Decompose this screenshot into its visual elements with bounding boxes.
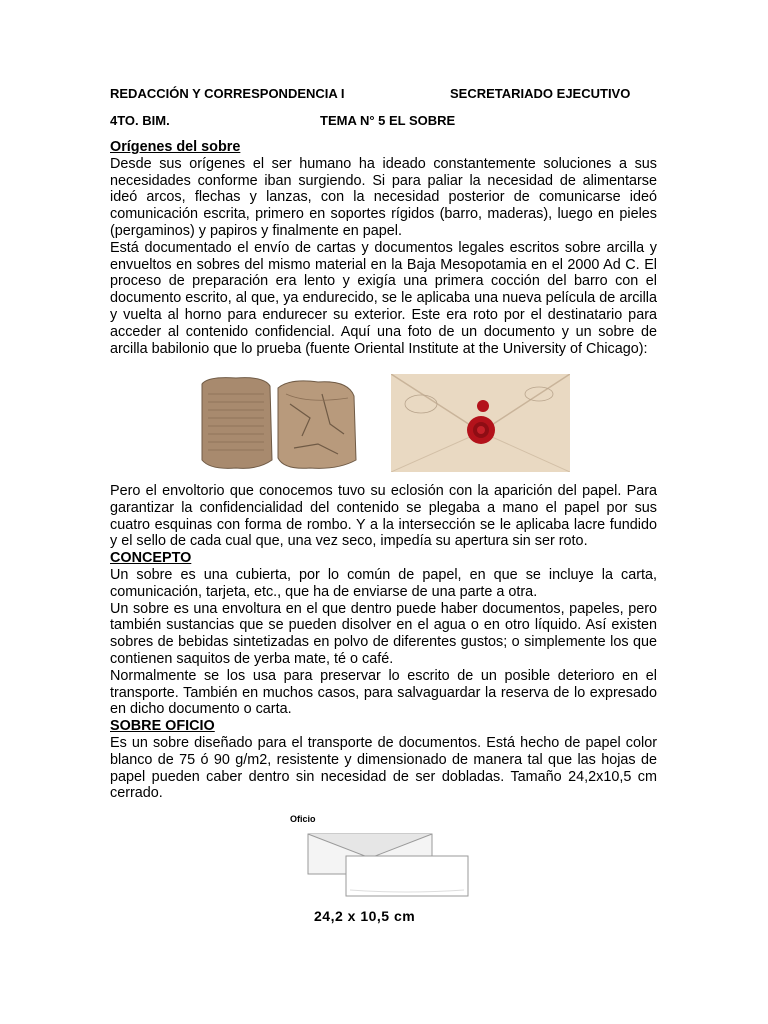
origins-block (110, 139, 657, 357)
program-title: SECRETARIADO EJECUTIVO (450, 86, 631, 101)
paragraph: Desde sus orígenes el ser humano ha ideado constantemente soluciones a sus necesidades conforme iban surgiendo. Si para paliar la necesidad de alimentarse ideó arcos, flechas y lanzas, con la necesidad posterior de comunicarse ideó comunicación escrita, primero en soportes rígidos (barro, maderas), luego en pieles (pergaminos) y papiros y finalmente en papel. (110, 155, 657, 239)
topic-label: TEMA N° 5 EL SOBRE (320, 113, 456, 128)
course-title: REDACCIÓN Y CORRESPONDENCIA I (110, 86, 345, 101)
section-title-origenes: Orígenes del sobre (110, 139, 241, 155)
paragraph: Pero el envoltorio que conocemos tuvo su eclosión con la aparición del papel. Para garantizar la confidencialidad del contenido se plegaba a mano el papel por sus cuatro esquinas con forma de rombo. Y a la intersección se le aplicaba lacre fundido y el sello de cada cual que, una vez seco, impedía su apertura sin ser roto. (110, 483, 657, 550)
paragraph: Es un sobre diseñado para el transporte de documentos. Está hecho de papel color blanco de 75 ó 90 g/m2, resistente y dimensionado de manera tal que las hojas de papel pueden caber dentro sin necesidad de ser dobladas. Tamaño 24,2x10,5 cm cerrado. (110, 734, 657, 802)
wax-sealed-envelope-photo (391, 374, 570, 472)
term-label: 4TO. BIM. (110, 113, 170, 128)
paragraph: Un sobre es una cubierta, por lo común de papel, en que se incluye la carta, comunicación, tarjeta, etc., que ha de enviarse de una parte a otra. (110, 566, 657, 600)
figure-label: Oficio (290, 814, 316, 824)
concept-block (110, 483, 657, 802)
paragraph: Un sobre es una envoltura en el que dentro puede haber documentos, papeles, pero también sustancias que se pueden disolver en el agua o en otro líquido. Así existen sobres de bebidas sintetizadas en polvo de diferentes gustos; o simplemente los que contienen saquitos de yerba mate, té o café. (110, 600, 657, 667)
envelope-size-label: 24,2 x 10,5 cm (314, 908, 416, 924)
photo-row (198, 374, 570, 472)
paragraph: Normalmente se los usa para preservar lo escrito de un posible deterioro en el transporte. También en muchos casos, para salvaguardar la reserva de lo expresado en dicho documento o carta. (110, 667, 657, 718)
clay-tablet-photo (198, 374, 358, 472)
envelope-illustration (306, 832, 471, 902)
envelope-figure (286, 814, 486, 926)
section-title-concepto: CONCEPTO (110, 550, 192, 567)
section-title-oficio: SOBRE OFICIO (110, 718, 215, 735)
paragraph: Está documentado el envío de cartas y documentos legales escritos sobre arcilla y envueltos en sobres del mismo material en la Baja Mesopotamia en el 2000 Ad C. El proceso de preparación era lento y exigía una primera cocción del barro con el documento escrito, al que, ya endurecido, se le aplicaba una nueva película de arcilla y vuelta al horno para endurecer su exterior. Este era roto por el destinatario para acceder al contenido confidencial. Aquí una foto de un documento y un sobre de arcilla babilonio que lo prueba (fuente Oriental Institute at the University of Chicago): (110, 239, 657, 357)
